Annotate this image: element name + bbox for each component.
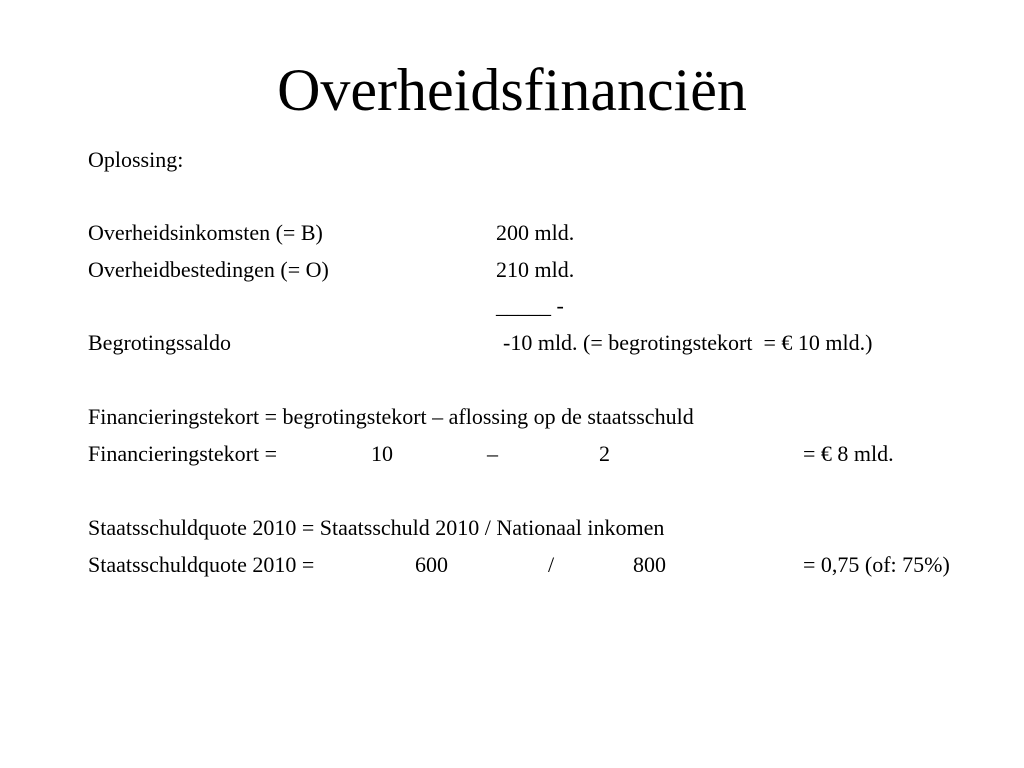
financing-operator: – xyxy=(487,441,498,466)
financing-formula: Financieringstekort = begrotingstekort – aflossing op de staatsschuld xyxy=(88,404,694,429)
balance-value: -10 mld. (= begrotingstekort = € 10 mld.) xyxy=(503,330,873,355)
spending-value: 210 mld. xyxy=(496,257,575,282)
debt-ratio-result: = 0,75 (of: 75%) xyxy=(803,552,950,577)
slide-title: Overheidsfinanciën xyxy=(277,57,747,123)
balance-label: Begrotingssaldo xyxy=(88,330,231,355)
financing-value-1: 10 xyxy=(371,441,393,466)
debt-ratio-formula: Staatsschuldquote 2010 = Staatsschuld 2010 / Nationaal inkomen xyxy=(88,515,665,540)
financing-result: = € 8 mld. xyxy=(803,441,894,466)
debt-ratio-label: Staatsschuldquote 2010 = xyxy=(88,552,315,577)
financing-value-2: 2 xyxy=(599,441,610,466)
financing-label: Financieringstekort = xyxy=(88,441,277,466)
spending-label: Overheidbestedingen (= O) xyxy=(88,257,329,282)
income-label: Overheidsinkomsten (= B) xyxy=(88,220,323,245)
debt-ratio-value-1: 600 xyxy=(415,552,448,577)
income-value: 200 mld. xyxy=(496,220,575,245)
intro-text: Oplossing: xyxy=(88,147,184,172)
debt-ratio-value-2: 800 xyxy=(633,552,666,577)
subtraction-line: _____ - xyxy=(496,293,564,318)
debt-ratio-operator: / xyxy=(548,552,555,577)
